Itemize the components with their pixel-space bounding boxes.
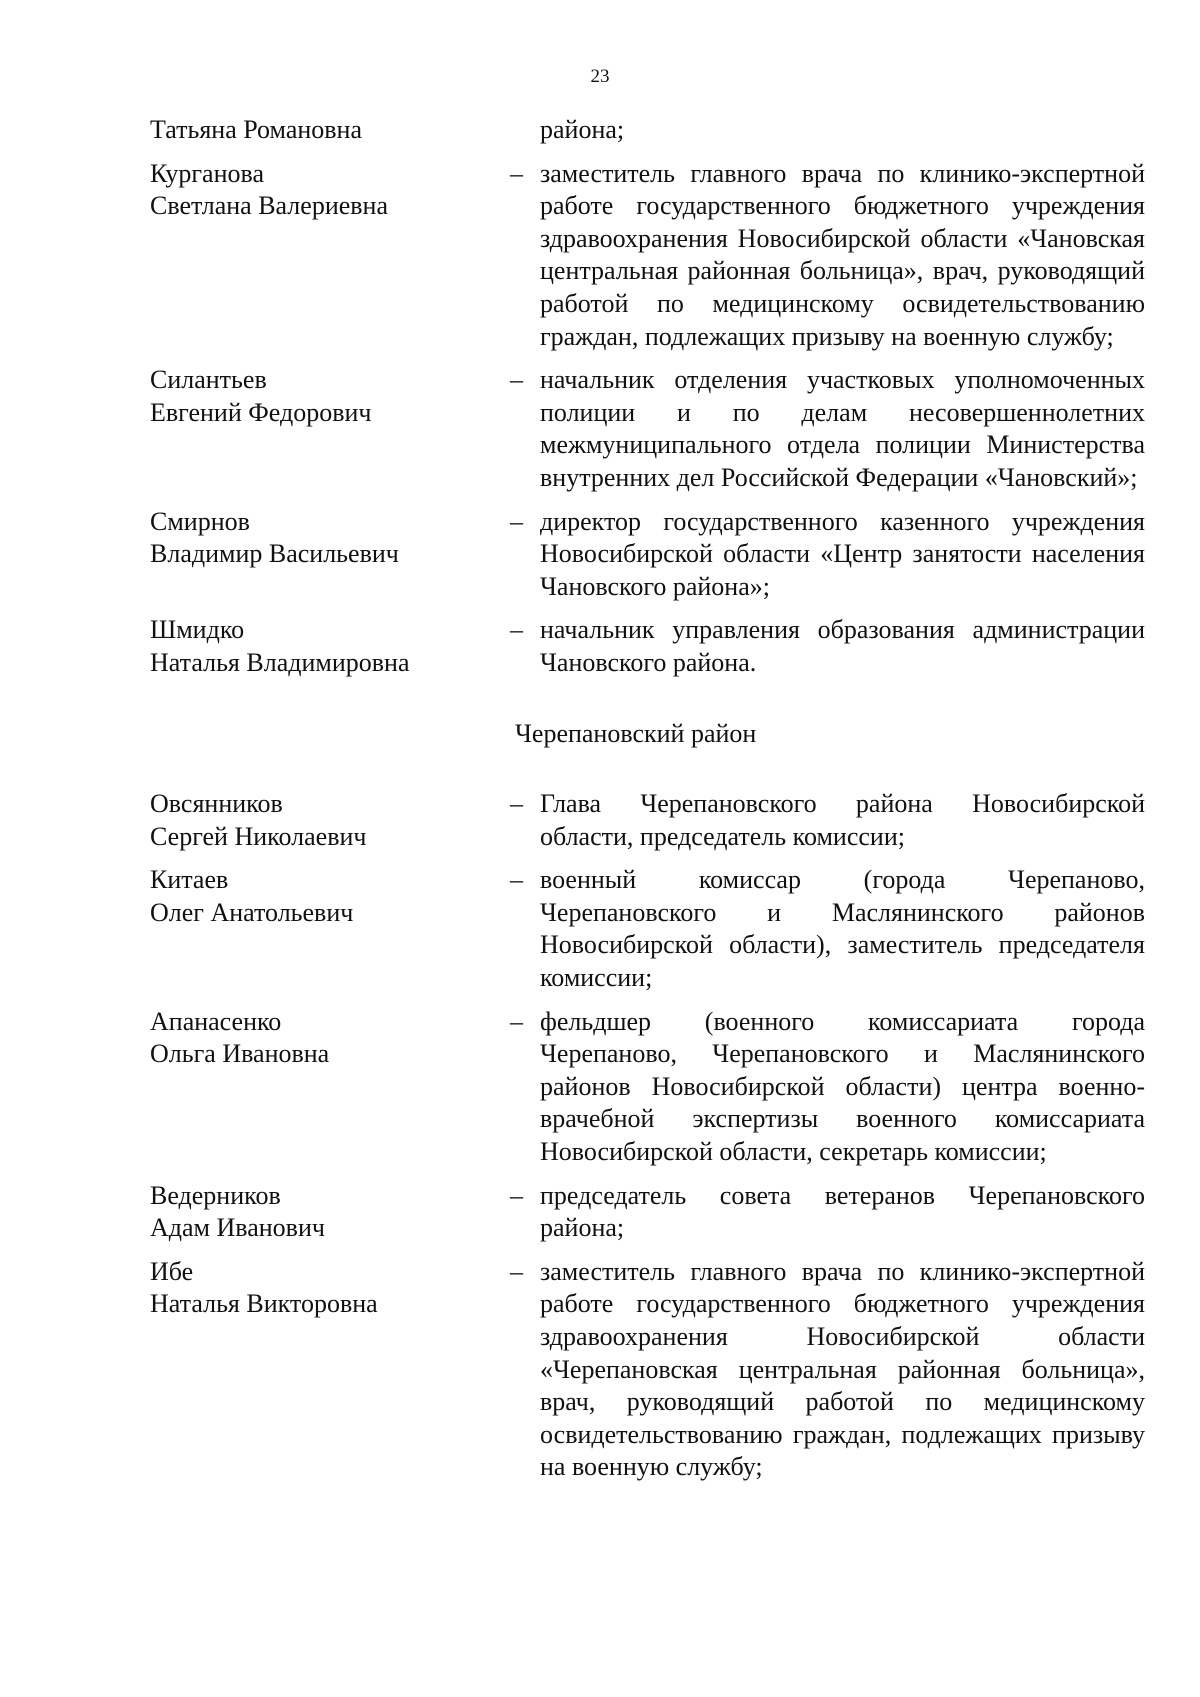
section-heading: Черепановский район: [515, 718, 757, 748]
document-body: [150, 114, 1145, 1484]
member-given-name: Владимир Васильевич: [150, 539, 399, 569]
list-item: [150, 788, 1145, 853]
member-position: начальник отделения участковых уполномоченных полиции и по делам несовершеннолетних межмуниципального отдела полиции Министерства внутренних дел Российской Федерации «Чановский»;: [540, 365, 1145, 492]
member-name: [150, 364, 510, 429]
member-surname: Силантьев: [150, 365, 267, 395]
member-name: [150, 788, 510, 853]
dash-separator: –: [510, 1256, 523, 1286]
member-given-name: Светлана Валериевна: [150, 191, 388, 221]
member-surname: Шмидко: [150, 615, 245, 645]
page-number: 23: [590, 66, 610, 87]
dash-separator: –: [510, 1006, 523, 1036]
member-position: фельдшер (военного комиссариата города Черепаново, Черепановского и Маслянинского районов Новосибирской области) центра военно-врачебной экспертизы военного комиссариата Новосибирской области, секретарь комиссии;: [540, 1006, 1145, 1167]
member-given-name: Наталья Владимировна: [150, 647, 410, 677]
member-position: председатель совета ветеранов Черепановского района;: [540, 1180, 1145, 1243]
dash-separator: –: [510, 615, 523, 645]
list-item: [150, 1256, 1145, 1484]
member-given-name: Адам Иванович: [150, 1213, 325, 1243]
member-given-name: Олег Анатольевич: [150, 897, 354, 927]
dash-separator: –: [510, 365, 523, 395]
member-given-name: Ольга Ивановна: [150, 1039, 330, 1069]
member-position: директор государственного казенного учреждения Новосибирской области «Центр занятости населения Чановского района»;: [540, 506, 1145, 601]
member-name: [150, 506, 510, 571]
member-surname: Смирнов: [150, 506, 250, 536]
dash-separator: –: [510, 865, 523, 895]
dash-separator: –: [510, 158, 523, 188]
member-given-name: Наталья Викторовна: [150, 1289, 378, 1319]
list-item: [150, 864, 1145, 994]
list-item-continued: [150, 114, 1145, 147]
member-name: [150, 614, 510, 679]
member-position: начальник управления образования администрации Чановского района.: [540, 615, 1145, 677]
member-surname: Апанасенко: [150, 1006, 282, 1036]
dash-separator: –: [510, 789, 523, 819]
member-surname: Китаев: [150, 865, 229, 895]
member-given-name: Евгений Федорович: [150, 397, 372, 427]
member-given-name: Сергей Николаевич: [150, 821, 367, 851]
member-surname: Ведерников: [150, 1180, 281, 1210]
member-surname: Ибе: [150, 1256, 194, 1286]
member-position: военный комиссар (города Черепаново, Черепановского и Маслянинского районов Новосибирской области), заместитель председателя комиссии;: [540, 865, 1145, 993]
member-surname: Овсянников: [150, 789, 283, 819]
list-item: [150, 1006, 1145, 1169]
member-position: Глава Черепановского района Новосибирской области, председатель комиссии;: [540, 789, 1145, 851]
list-item: [150, 614, 1145, 679]
member-name: [150, 1180, 510, 1245]
list-item: [150, 158, 1145, 354]
list-item: [150, 506, 1145, 604]
member-name: [150, 1256, 510, 1321]
member-given-name: Татьяна Романовна: [150, 115, 363, 144]
member-name: [150, 1006, 510, 1071]
member-position: заместитель главного врача по клинико-экспертной работе государственного бюджетного учреждения здравоохранения Новосибирской области «Черепановская центральная районная больница», врач, руководящий работой по медицинскому освидетельствованию граждан, подлежащих призыву на военную службу;: [540, 1256, 1145, 1482]
member-position: заместитель главного врача по клинико-экспертной работе государственного бюджетного учреждения здравоохранения Новосибирской области «Чановская центральная районная больница», врач, руководящий работой по медицинскому освидетельствованию граждан, подлежащих призыву на военную службу;: [540, 158, 1145, 351]
member-name: [150, 114, 510, 147]
list-item: [150, 364, 1145, 494]
dash-separator: –: [510, 1180, 523, 1210]
dash-separator: –: [510, 506, 523, 536]
member-name: [150, 158, 510, 223]
member-name: [150, 864, 510, 929]
list-item: [150, 1180, 1145, 1245]
member-position: района;: [540, 115, 625, 144]
member-surname: Курганова: [150, 158, 264, 188]
